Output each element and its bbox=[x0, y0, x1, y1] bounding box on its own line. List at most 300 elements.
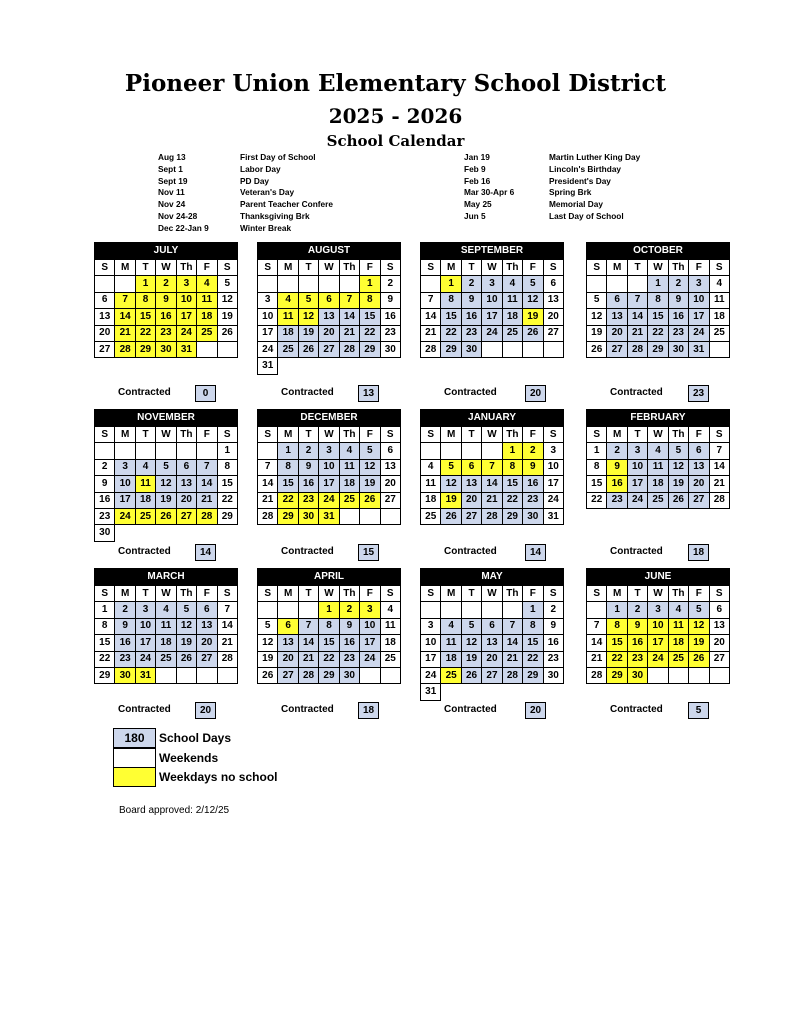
day-cell: 9 bbox=[115, 618, 135, 634]
day-cell: 7 bbox=[709, 443, 729, 459]
weekday-header: S bbox=[709, 260, 729, 276]
day-cell: 20 bbox=[176, 492, 196, 508]
day-cell: 24 bbox=[360, 651, 380, 667]
empty-cell bbox=[278, 602, 298, 618]
day-cell: 14 bbox=[502, 635, 522, 651]
day-cell: 12 bbox=[156, 476, 176, 492]
day-cell: 6 bbox=[278, 618, 298, 634]
day-cell: 13 bbox=[380, 459, 400, 475]
empty-cell bbox=[441, 684, 461, 700]
event-date: Nov 24-28 bbox=[158, 211, 198, 221]
day-cell: 16 bbox=[380, 309, 400, 325]
day-cell: 24 bbox=[482, 325, 502, 341]
month-name: APRIL bbox=[257, 568, 401, 585]
empty-cell bbox=[689, 667, 709, 683]
day-cell: 30 bbox=[380, 341, 400, 357]
weekday-header: S bbox=[95, 427, 115, 443]
day-cell: 17 bbox=[135, 635, 155, 651]
day-cell: 30 bbox=[156, 341, 176, 357]
empty-cell bbox=[135, 443, 155, 459]
month-name: JULY bbox=[94, 242, 238, 259]
empty-cell bbox=[380, 667, 400, 683]
empty-cell bbox=[421, 602, 441, 618]
day-cell: 6 bbox=[197, 602, 217, 618]
day-cell: 11 bbox=[156, 618, 176, 634]
day-cell: 29 bbox=[523, 667, 543, 683]
day-cell: 18 bbox=[502, 309, 522, 325]
contracted-label: Contracted bbox=[118, 387, 171, 398]
contracted-days-count: 20 bbox=[525, 702, 546, 719]
contracted-days-count: 18 bbox=[358, 702, 379, 719]
day-cell: 24 bbox=[319, 492, 339, 508]
empty-cell bbox=[627, 276, 647, 292]
day-cell: 6 bbox=[461, 459, 481, 475]
day-cell: 5 bbox=[258, 618, 278, 634]
day-cell: 5 bbox=[441, 459, 461, 475]
event-date: Feb 16 bbox=[464, 175, 491, 186]
day-cell: 19 bbox=[258, 651, 278, 667]
day-cell: 19 bbox=[668, 476, 688, 492]
day-cell: 10 bbox=[482, 292, 502, 308]
month-name: MAY bbox=[420, 568, 564, 585]
day-cell: 9 bbox=[156, 292, 176, 308]
day-cell: 7 bbox=[115, 292, 135, 308]
day-cell: 8 bbox=[95, 618, 115, 634]
day-cell: 20 bbox=[482, 651, 502, 667]
day-cell: 15 bbox=[648, 309, 668, 325]
weekday-header: Th bbox=[502, 260, 522, 276]
day-cell: 30 bbox=[115, 667, 135, 683]
day-cell: 27 bbox=[689, 492, 709, 508]
day-cell: 25 bbox=[441, 667, 461, 683]
day-cell: 14 bbox=[217, 618, 237, 634]
day-cell: 9 bbox=[668, 292, 688, 308]
event-name: Martin Luther King Day bbox=[549, 152, 641, 162]
day-cell: 31 bbox=[176, 341, 196, 357]
month-name: OCTOBER bbox=[586, 242, 730, 259]
day-cell: 6 bbox=[380, 443, 400, 459]
day-cell: 21 bbox=[627, 325, 647, 341]
month-august bbox=[257, 242, 401, 375]
day-cell: 14 bbox=[339, 309, 359, 325]
empty-cell bbox=[502, 341, 522, 357]
day-cell: 15 bbox=[95, 635, 115, 651]
empty-cell bbox=[95, 443, 115, 459]
day-cell: 16 bbox=[298, 476, 318, 492]
day-cell: 27 bbox=[197, 651, 217, 667]
day-cell: 13 bbox=[278, 635, 298, 651]
day-cell: 8 bbox=[587, 459, 607, 475]
day-cell: 5 bbox=[587, 292, 607, 308]
contracted-label: Contracted bbox=[118, 546, 171, 557]
weekday-header: S bbox=[217, 586, 237, 602]
day-cell: 11 bbox=[441, 635, 461, 651]
day-cell: 23 bbox=[668, 325, 688, 341]
weekday-header: T bbox=[461, 586, 481, 602]
event-date: Dec 22-Jan 9 bbox=[158, 222, 209, 233]
day-cell: 6 bbox=[689, 443, 709, 459]
day-cell: 9 bbox=[298, 459, 318, 475]
day-cell: 4 bbox=[156, 602, 176, 618]
day-cell: 18 bbox=[339, 476, 359, 492]
contracted-label: Contracted bbox=[610, 704, 663, 715]
empty-cell bbox=[482, 443, 502, 459]
month-october bbox=[586, 242, 730, 358]
day-cell: 7 bbox=[298, 618, 318, 634]
day-cell: 19 bbox=[587, 325, 607, 341]
day-cell: 10 bbox=[648, 618, 668, 634]
day-cell: 5 bbox=[176, 602, 196, 618]
weekday-header: W bbox=[319, 586, 339, 602]
day-cell: 9 bbox=[607, 459, 627, 475]
month-june bbox=[586, 568, 730, 684]
event-name: First Day of School bbox=[240, 152, 316, 162]
event-name: PD Day bbox=[240, 175, 270, 186]
day-cell: 8 bbox=[607, 618, 627, 634]
day-cell: 3 bbox=[482, 276, 502, 292]
weekday-header: S bbox=[380, 427, 400, 443]
empty-cell bbox=[587, 602, 607, 618]
weekday-header: F bbox=[197, 427, 217, 443]
day-cell: 10 bbox=[421, 635, 441, 651]
day-cell: 22 bbox=[135, 325, 155, 341]
empty-cell bbox=[197, 443, 217, 459]
day-cell: 14 bbox=[709, 459, 729, 475]
weekday-header: T bbox=[135, 260, 155, 276]
month-name: FEBRUARY bbox=[586, 409, 730, 426]
contracted-days-count: 13 bbox=[358, 385, 379, 402]
day-cell: 29 bbox=[502, 508, 522, 524]
day-cell: 18 bbox=[197, 309, 217, 325]
day-cell: 4 bbox=[278, 292, 298, 308]
day-cell: 23 bbox=[95, 508, 115, 524]
day-cell: 10 bbox=[135, 618, 155, 634]
day-cell: 23 bbox=[461, 325, 481, 341]
legend-school-days-label: School Days bbox=[159, 731, 232, 745]
day-cell: 11 bbox=[197, 292, 217, 308]
weekday-header: W bbox=[319, 260, 339, 276]
day-cell: 28 bbox=[421, 341, 441, 357]
weekday-header: M bbox=[441, 260, 461, 276]
day-cell: 26 bbox=[689, 651, 709, 667]
empty-cell bbox=[523, 684, 543, 700]
event-name: Spring Brk bbox=[549, 187, 592, 198]
day-cell: 19 bbox=[217, 309, 237, 325]
day-cell: 27 bbox=[709, 651, 729, 667]
day-cell: 13 bbox=[709, 618, 729, 634]
day-cell: 3 bbox=[543, 443, 563, 459]
weekday-header: F bbox=[523, 260, 543, 276]
legend-weekends-label: Weekends bbox=[159, 751, 219, 765]
day-cell: 2 bbox=[156, 276, 176, 292]
legend-school-days-swatch: 180 bbox=[113, 728, 156, 748]
event-date: Sept 19 bbox=[158, 175, 188, 186]
day-cell: 21 bbox=[709, 476, 729, 492]
day-cell: 18 bbox=[156, 635, 176, 651]
day-cell: 7 bbox=[339, 292, 359, 308]
empty-cell bbox=[197, 525, 217, 541]
weekday-header: M bbox=[278, 427, 298, 443]
day-cell: 8 bbox=[502, 459, 522, 475]
day-cell: 3 bbox=[258, 292, 278, 308]
event-date: Mar 30-Apr 6 bbox=[464, 187, 515, 198]
day-cell: 26 bbox=[298, 341, 318, 357]
empty-cell bbox=[421, 443, 441, 459]
empty-cell bbox=[482, 602, 502, 618]
day-cell: 18 bbox=[648, 476, 668, 492]
day-cell: 19 bbox=[176, 635, 196, 651]
day-cell: 9 bbox=[95, 476, 115, 492]
empty-cell bbox=[380, 508, 400, 524]
day-cell: 4 bbox=[339, 443, 359, 459]
day-cell: 26 bbox=[360, 492, 380, 508]
weekday-header: T bbox=[135, 427, 155, 443]
day-cell: 6 bbox=[543, 276, 563, 292]
day-cell: 23 bbox=[156, 325, 176, 341]
day-cell: 30 bbox=[543, 667, 563, 683]
day-cell: 28 bbox=[482, 508, 502, 524]
empty-cell bbox=[461, 684, 481, 700]
event-date: Feb 9 bbox=[464, 163, 486, 174]
day-cell: 19 bbox=[689, 635, 709, 651]
day-cell: 24 bbox=[627, 492, 647, 508]
contracted-label: Contracted bbox=[444, 387, 497, 398]
empty-cell bbox=[197, 341, 217, 357]
day-cell: 9 bbox=[461, 292, 481, 308]
day-cell: 20 bbox=[709, 635, 729, 651]
day-cell: 8 bbox=[217, 459, 237, 475]
weekday-header: S bbox=[217, 427, 237, 443]
day-cell: 26 bbox=[668, 492, 688, 508]
empty-cell bbox=[217, 667, 237, 683]
day-cell: 20 bbox=[380, 476, 400, 492]
day-cell: 24 bbox=[258, 341, 278, 357]
contracted-days-count: 20 bbox=[195, 702, 216, 719]
day-cell: 5 bbox=[360, 443, 380, 459]
day-cell: 11 bbox=[380, 618, 400, 634]
empty-cell bbox=[176, 667, 196, 683]
day-cell: 15 bbox=[607, 635, 627, 651]
day-cell: 5 bbox=[689, 602, 709, 618]
day-cell: 14 bbox=[258, 476, 278, 492]
calendar-subtitle: School Calendar bbox=[326, 132, 465, 150]
day-cell: 4 bbox=[135, 459, 155, 475]
day-cell: 23 bbox=[298, 492, 318, 508]
empty-cell bbox=[543, 341, 563, 357]
event-name: Thanksgiving Brk bbox=[240, 211, 310, 221]
day-cell: 5 bbox=[217, 276, 237, 292]
day-cell: 22 bbox=[319, 651, 339, 667]
day-cell: 1 bbox=[135, 276, 155, 292]
month-may bbox=[420, 568, 564, 701]
day-cell: 8 bbox=[319, 618, 339, 634]
day-cell: 10 bbox=[258, 309, 278, 325]
empty-cell bbox=[523, 341, 543, 357]
weekday-header: F bbox=[689, 427, 709, 443]
weekday-header: S bbox=[543, 427, 563, 443]
legend-weekends-swatch bbox=[113, 748, 156, 768]
day-cell: 24 bbox=[115, 508, 135, 524]
day-cell: 25 bbox=[421, 508, 441, 524]
day-cell: 26 bbox=[523, 325, 543, 341]
weekday-header: M bbox=[607, 427, 627, 443]
day-cell: 12 bbox=[587, 309, 607, 325]
day-cell: 19 bbox=[360, 476, 380, 492]
day-cell: 12 bbox=[298, 309, 318, 325]
day-cell: 7 bbox=[627, 292, 647, 308]
empty-cell bbox=[380, 358, 400, 374]
weekday-header: S bbox=[709, 586, 729, 602]
day-cell: 3 bbox=[627, 443, 647, 459]
day-cell: 12 bbox=[668, 459, 688, 475]
day-cell: 8 bbox=[441, 292, 461, 308]
day-cell: 28 bbox=[197, 508, 217, 524]
empty-cell bbox=[587, 276, 607, 292]
weekday-header: T bbox=[298, 427, 318, 443]
empty-cell bbox=[543, 684, 563, 700]
day-cell: 13 bbox=[319, 309, 339, 325]
weekday-header: F bbox=[360, 260, 380, 276]
day-cell: 9 bbox=[380, 292, 400, 308]
day-cell: 27 bbox=[380, 492, 400, 508]
day-cell: 29 bbox=[360, 341, 380, 357]
weekday-header: M bbox=[278, 586, 298, 602]
day-cell: 31 bbox=[689, 341, 709, 357]
day-cell: 10 bbox=[319, 459, 339, 475]
day-cell: 16 bbox=[627, 635, 647, 651]
contracted-days-count: 23 bbox=[688, 385, 709, 402]
day-cell: 6 bbox=[709, 602, 729, 618]
day-cell: 19 bbox=[461, 651, 481, 667]
day-cell: 30 bbox=[339, 667, 359, 683]
month-name: MARCH bbox=[94, 568, 238, 585]
day-cell: 2 bbox=[461, 276, 481, 292]
empty-cell bbox=[441, 602, 461, 618]
day-cell: 12 bbox=[258, 635, 278, 651]
day-cell: 28 bbox=[502, 667, 522, 683]
event-name: Labor Day bbox=[240, 163, 281, 174]
day-cell: 10 bbox=[543, 459, 563, 475]
day-cell: 13 bbox=[543, 292, 563, 308]
contracted-label: Contracted bbox=[281, 704, 334, 715]
day-cell: 10 bbox=[176, 292, 196, 308]
weekday-header: S bbox=[95, 260, 115, 276]
month-february bbox=[586, 409, 730, 509]
empty-cell bbox=[339, 358, 359, 374]
day-cell: 5 bbox=[156, 459, 176, 475]
contracted-days-count: 18 bbox=[688, 544, 709, 561]
day-cell: 17 bbox=[482, 309, 502, 325]
empty-cell bbox=[607, 276, 627, 292]
day-cell: 27 bbox=[607, 341, 627, 357]
day-cell: 10 bbox=[627, 459, 647, 475]
day-cell: 30 bbox=[523, 508, 543, 524]
day-cell: 28 bbox=[709, 492, 729, 508]
day-cell: 14 bbox=[115, 309, 135, 325]
empty-cell bbox=[115, 443, 135, 459]
day-cell: 31 bbox=[135, 667, 155, 683]
weekday-header: M bbox=[607, 586, 627, 602]
day-cell: 7 bbox=[587, 618, 607, 634]
event-name: Memorial Day bbox=[549, 199, 603, 210]
month-name: DECEMBER bbox=[257, 409, 401, 426]
month-name: JUNE bbox=[586, 568, 730, 585]
event-date: Jun 5 bbox=[464, 211, 486, 221]
event-date: Nov 24 bbox=[158, 199, 186, 210]
empty-cell bbox=[115, 276, 135, 292]
day-cell: 11 bbox=[421, 476, 441, 492]
weekday-header: W bbox=[482, 260, 502, 276]
empty-cell bbox=[197, 667, 217, 683]
day-cell: 11 bbox=[648, 459, 668, 475]
weekday-header: W bbox=[648, 586, 668, 602]
empty-cell bbox=[668, 667, 688, 683]
day-cell: 30 bbox=[298, 508, 318, 524]
day-cell: 3 bbox=[319, 443, 339, 459]
day-cell: 30 bbox=[95, 525, 115, 541]
contracted-days-count: 14 bbox=[525, 544, 546, 561]
event-date: Nov 11 bbox=[158, 187, 185, 198]
weekday-header: T bbox=[298, 586, 318, 602]
day-cell: 9 bbox=[523, 459, 543, 475]
weekday-header: Th bbox=[176, 427, 196, 443]
weekday-header: S bbox=[95, 586, 115, 602]
day-cell: 29 bbox=[135, 341, 155, 357]
day-cell: 25 bbox=[156, 651, 176, 667]
weekday-header: S bbox=[543, 586, 563, 602]
day-cell: 16 bbox=[523, 476, 543, 492]
day-cell: 12 bbox=[441, 476, 461, 492]
weekday-header: S bbox=[421, 260, 441, 276]
day-cell: 11 bbox=[502, 292, 522, 308]
weekday-header: W bbox=[648, 427, 668, 443]
day-cell: 22 bbox=[607, 651, 627, 667]
month-name: JANUARY bbox=[420, 409, 564, 426]
day-cell: 21 bbox=[258, 492, 278, 508]
weekday-header: Th bbox=[176, 260, 196, 276]
empty-cell bbox=[482, 684, 502, 700]
day-cell: 17 bbox=[689, 309, 709, 325]
weekday-header: S bbox=[587, 427, 607, 443]
day-cell: 12 bbox=[360, 459, 380, 475]
day-cell: 23 bbox=[543, 651, 563, 667]
weekday-header: F bbox=[523, 586, 543, 602]
day-cell: 13 bbox=[95, 309, 115, 325]
empty-cell bbox=[156, 443, 176, 459]
day-cell: 28 bbox=[627, 341, 647, 357]
day-cell: 12 bbox=[176, 618, 196, 634]
day-cell: 11 bbox=[339, 459, 359, 475]
day-cell: 24 bbox=[135, 651, 155, 667]
day-cell: 15 bbox=[523, 635, 543, 651]
day-cell: 5 bbox=[668, 443, 688, 459]
day-cell: 1 bbox=[95, 602, 115, 618]
weekday-header: T bbox=[627, 427, 647, 443]
day-cell: 23 bbox=[607, 492, 627, 508]
day-cell: 26 bbox=[176, 651, 196, 667]
day-cell: 22 bbox=[587, 492, 607, 508]
day-cell: 1 bbox=[523, 602, 543, 618]
empty-cell bbox=[360, 508, 380, 524]
day-cell: 11 bbox=[135, 476, 155, 492]
weekday-header: M bbox=[115, 260, 135, 276]
weekday-header: F bbox=[197, 260, 217, 276]
event-name: Veteran's Day bbox=[240, 187, 295, 198]
day-cell: 13 bbox=[482, 635, 502, 651]
weekday-header: M bbox=[278, 260, 298, 276]
day-cell: 21 bbox=[421, 325, 441, 341]
school-year: 2025 - 2026 bbox=[328, 104, 463, 128]
